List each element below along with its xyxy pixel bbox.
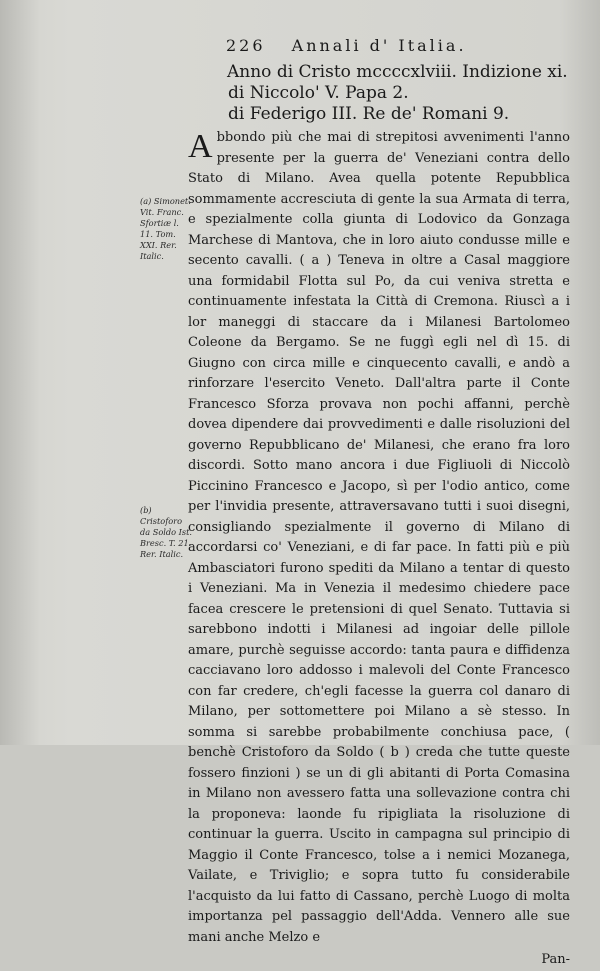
year-heading [227,62,568,125]
body-paragraph [188,128,570,948]
body-text [188,128,570,971]
catchword: Pan- [541,952,570,967]
paragraph-text: bbondo più che mai di strepitosi avvenimenti l'anno presente per la guerra de' Veneziani contra dello Stato di Milano. Avea quella potente Repubblica sommamente accresciuta di gente la sua Armata di terra, e spezialmente colla giunta di Lodovico da Gonzaga Marchese di Mantova, che in loro aiuto condusse mille e secento cavalli. ( a ) Teneva in oltre a Casal maggiore una formidabil Flotta sul Po, da cui veniva stretta e continuamente infestata la Città di Cremona. Riuscì a i lor maneggi di staccare da i Milanesi Bartolomeo Coleone da Bergamo. Se ne fuggì egli nel dì 15. di Giugno con circa mille e cinquecento cavalli, e andò a rinforzare l'esercito Veneto. Dall'altra parte il Conte Francesco Sforza provava non pochi affanni, perchè dovea dipendere dai provvedimenti e dalle risoluzioni del governo Repubblicano de' Milanesi, che erano fra loro discordi. Sotto mano ancora i due Figliuoli di Niccolò Piccinino Francesco e Jacopo, sì per l'odio antico, come per l'invidia presente, attraversavano tutti i suoi disegni, consigliando spezialmente il governo di Milano di accordarsi co' Veneziani, e di far pace. In fatti più e più Ambasciatori furono spediti da Milano a tentar di questo i Veneziani. Ma in Venezia il medesimo chiedere pace facea crescere le pretensioni di quel Senato. Tuttavia si sarebbono indotti i Milanesi ad ingoiar delle pillole amare, purchè seguisse accordo: tanta paura e diffidenza cacciavano loro addosso i malevoli del Conte Francesco con far credere, ch'egli facesse la guerra col danaro di Milano, per sottomettere poi Milano a sè stesso. In somma si sarebbe probabilmente conchiusa pace, ( benchè Cristoforo da Soldo ( b ) creda che tutte queste fossero finzioni ) se un di gli abitanti di Porta Comasina in Milano non avessero fatta una sollevazione contra chi la proponeva: laonde fu ripigliata la risoluzione di continuar la guerra. Uscito in campagna sul principio di Maggio il Conte Francesco, tolse a i nemici Mozanega, Vailate, e Triviglio; e sopra tutto fu considerabile l'acquisto da lui fatto di Cassano, perchè Luogo di molta importanza pel passaggio dell'Adda. Vennero alle sue mani anche Melzo e [188,130,570,945]
margin-note-a: (a) Simonet. Vit. Franc. Sfortiæ l. 11. Tom. XXI. Rer. Italic. [140,196,191,261]
heading-line-2: di Niccolo' V. Papa 2. [228,83,409,103]
running-header [226,36,526,55]
drop-cap: A [188,128,213,165]
page-number: 226 [226,36,266,55]
margin-note-b: (b) Cristoforo da Soldo Ist. Bresc. T. 21. Rer. Italic. [140,505,192,559]
running-title: Annali d' Italia. [291,36,467,55]
heading-line-1: Anno di Cristo mccccxlviii. Indizione xi. [227,62,568,82]
heading-line-3: di Federigo III. Re de' Romani 9. [228,104,510,124]
